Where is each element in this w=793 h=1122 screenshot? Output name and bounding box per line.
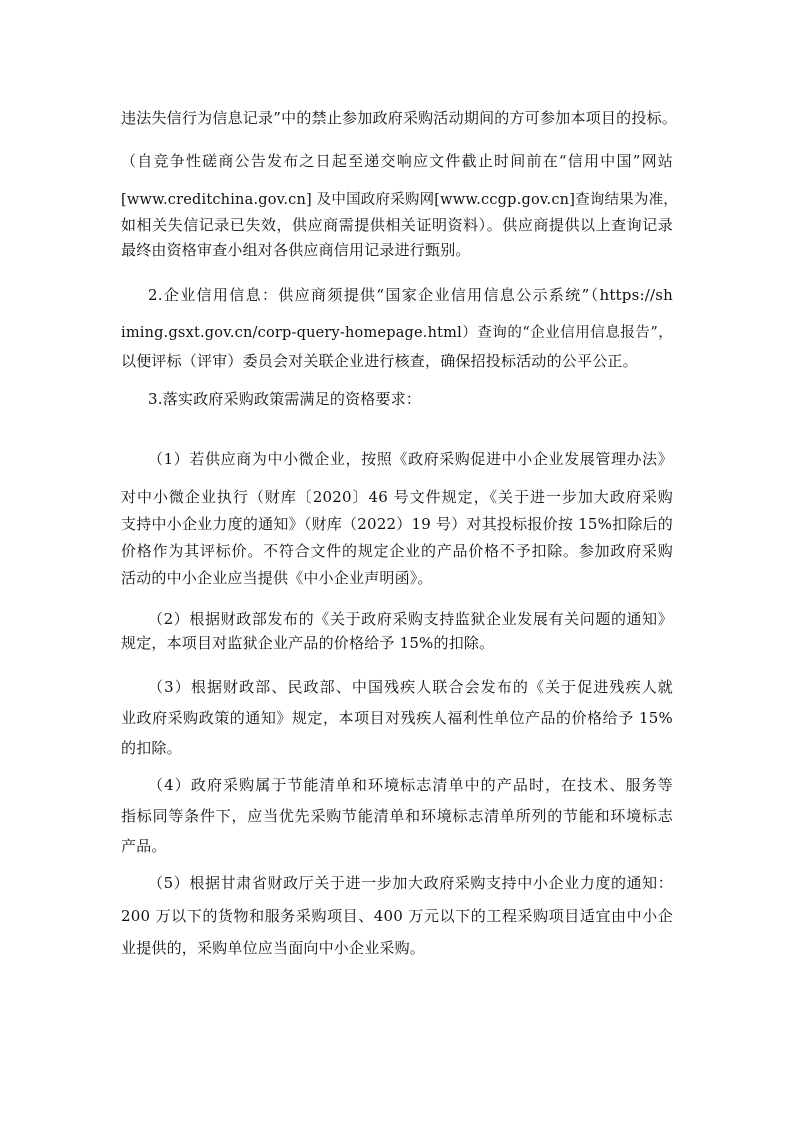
body-text-line: 最终由资格审查小组对各供应商信用记录进行甄别。 — [121, 241, 471, 259]
body-text-line: 产品。 — [121, 837, 167, 855]
body-text-line: 以便评标（评审）委员会对关联企业进行核查，确保招投标活动的公平公正。 — [121, 352, 638, 370]
body-text-line: [www.creditchina.gov.cn] 及中国政府采购网[www.ccgp.gov.cn]查询结果为准， — [121, 192, 678, 208]
body-text-line: （1）若供应商为中小微企业，按照《政府采购促进中小企业发展管理办法》 — [148, 450, 673, 468]
body-text-line: 支持中小企业力度的通知》（财库（2022）19 号）对其投标报价按 15%扣除后的 — [121, 515, 673, 533]
body-text-line: 指标同等条件下，应当优先采购节能清单和环境标志清单所列的节能和环境标志 — [121, 807, 673, 825]
body-text-line: （5）根据甘肃省财政厅关于进一步加大政府采购支持中小企业力度的通知： — [148, 874, 673, 892]
body-text-line: （3）根据财政部、民政部、中国残疾人联合会发布的《关于促进残疾人就 — [148, 678, 673, 696]
body-text-line: iming.gsxt.gov.cn/corp-query-homepage.html）查询的“企业信用信息报告”， — [121, 325, 673, 341]
body-text-line: 规定，本项目对监狱企业产品的价格给予 15%的扣除。 — [121, 634, 495, 652]
body-text-line: （2）根据财政部发布的《关于政府采购支持监狱企业发展有关问题的通知》 — [148, 610, 673, 628]
body-text-line: 的扣除。 — [121, 739, 182, 757]
body-text-line: 3.落实政府采购政策需满足的资格要求： — [148, 390, 422, 408]
body-text-line: 200 万以下的货物和服务采购项目、400 万元以下的工程采购项目适宜由中小企 — [121, 907, 673, 925]
body-text-line: 2.企业信用信息：供应商须提供“国家企业信用信息公示系统”（https://sh — [148, 286, 673, 304]
body-text-line: 违法失信行为信息记录”中的禁止参加政府采购活动期间的方可参加本项目的投标。 — [121, 109, 677, 127]
body-text-line: 活动的中小企业应当提供《中小企业声明函》。 — [121, 569, 433, 587]
body-text-line: （4）政府采购属于节能清单和环境标志清单中的产品时，在技术、服务等 — [148, 776, 673, 794]
body-text-line: 如相关失信记录已失效，供应商需提供相关证明资料）。供应商提供以上查询记录 — [121, 216, 673, 234]
body-text-line: 业提供的，采购单位应当面向中小企业采购。 — [121, 939, 426, 957]
body-text-line: （自竞争性磋商公告发布之日起至递交响应文件截止时间前在“信用中国”网站 — [121, 152, 673, 170]
body-text-line: 业政府采购政策的通知》规定，本项目对残疾人福利性单位产品的价格给予 15% — [121, 709, 673, 727]
body-text-line: 价格作为其评标价。不符合文件的规定企业的产品价格不予扣除。参加政府采购 — [121, 542, 673, 560]
body-text-line: 对中小微企业执行（财库〔2020〕46 号文件规定，《关于进一步加大政府采购 — [121, 488, 673, 506]
